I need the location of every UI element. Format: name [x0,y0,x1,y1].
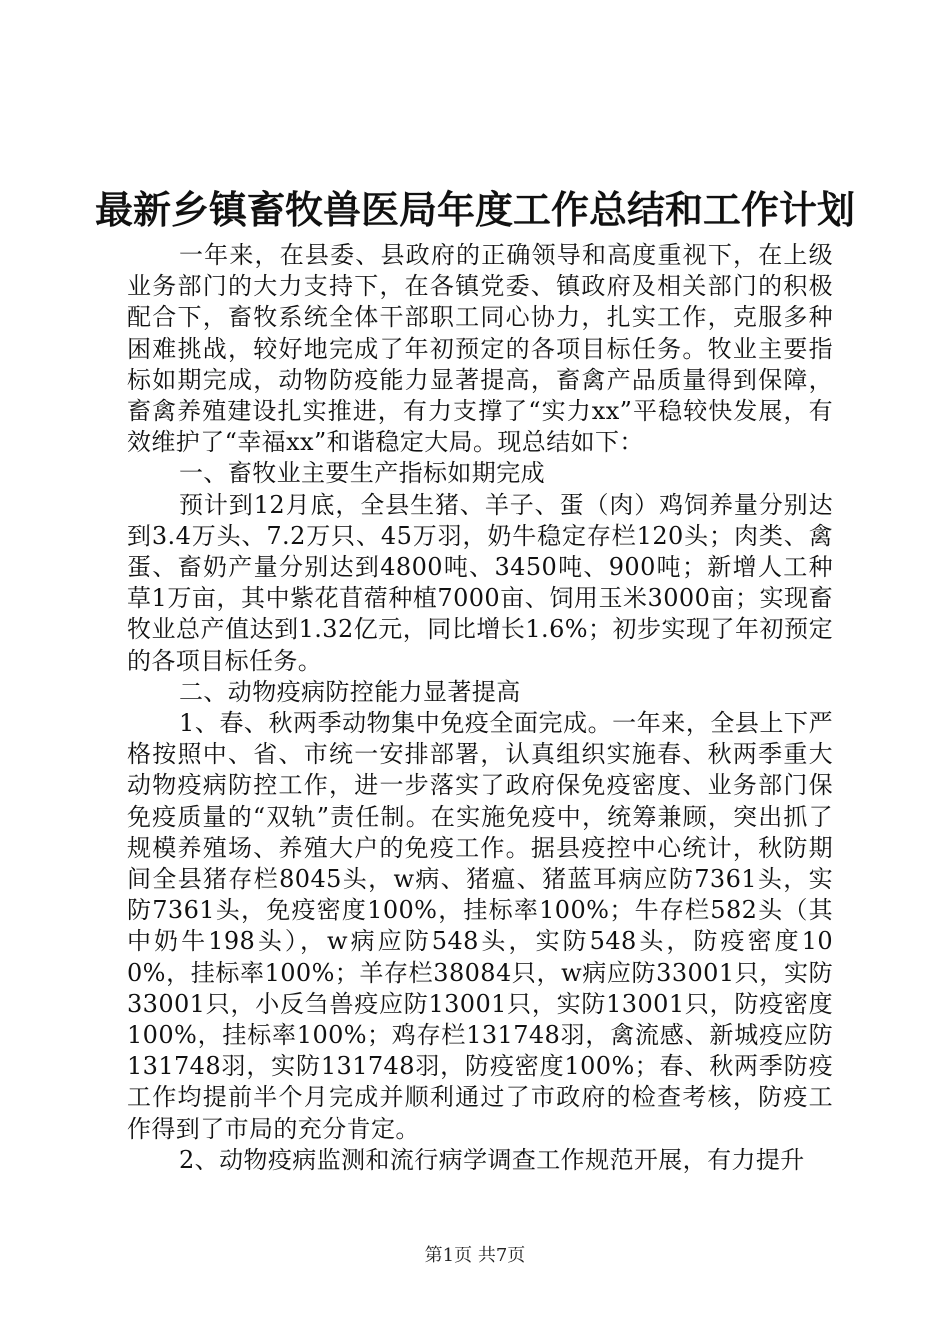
page-footer: 第1页 共7页 [424,1245,526,1266]
document-title: 最新乡镇畜牧兽医局年度工作总结和工作计划 [94,187,855,232]
paragraph-production: 预计到12月底，全县生猪、羊子、蛋（肉）鸡饲养量分别达到3.4万头、7.2万只、45万羽，奶牛稳定存栏120头；肉类、禽蛋、畜奶产量分别达到4800吨、3450吨、900吨；新增人工种草1万亩，其中紫花苜蓿种植7000亩、饲用玉米3000亩；实现畜牧业总产值达到1.32亿元，同比增长1.6%；初步实现了年初预定的各项目标任务。 [127,490,833,675]
paragraph-immunization: 1、春、秋两季动物集中免疫全面完成。一年来，全县上下严格按照中、省、市统一安排部署，认真组织实施春、秋两季重大动物疫病防控工作，进一步落实了政府保免疫密度、业务部门保免疫质量的“双轨”责任制。在实施免疫中，统筹兼顾，突出抓了规模养殖场、养殖大户的免疫工作。据县疫控中心统计，秋防期间全县猪存栏8045头，w病、猪瘟、猪蓝耳病应防7361头，实防7361头，免疫密度100%，挂标率100%；牛存栏582头（其中奶牛198头），w病应防548头，实防548头，防疫密度100%，挂标率100%；羊存栏38084只，w病应防33001只，实防33001只，小反刍兽疫应防13001只，实防13001只，防疫密度100%，挂标率100%；鸡存栏131748羽，禽流感、新城疫应防131748羽，实防131748羽，防疫密度100%；春、秋两季防疫工作均提前半个月完成并顺利通过了市政府的检查考核，防疫工作得到了市局的充分肯定。 [127,709,833,1143]
section-heading-1: 一、畜牧业主要生产指标如期完成 [179,459,545,488]
paragraph-monitoring: 2、动物疫病监测和流行病学调查工作规范开展，有力提升 [179,1145,805,1174]
paragraph-intro: 一年来，在县委、县政府的正确领导和高度重视下，在上级业务部门的大力支持下，在各镇党委、镇政府及相关部门的积极配合下，畜牧系统全体干部职工同心协力，扎实工作，克服多种困难挑战，较好地完成了年初预定的各项目标任务。牧业主要指标如期完成，动物防疫能力显著提高，畜禽产品质量得到保障，畜禽养殖建设扎实推进，有力支撑了“实力xx”平稳较快发展，有效维护了“幸福xx”和谐稳定大局。现总结如下： [127,241,833,457]
document-body [127,240,833,1176]
section-heading-2: 二、动物疫病防控能力显著提高 [179,677,521,706]
